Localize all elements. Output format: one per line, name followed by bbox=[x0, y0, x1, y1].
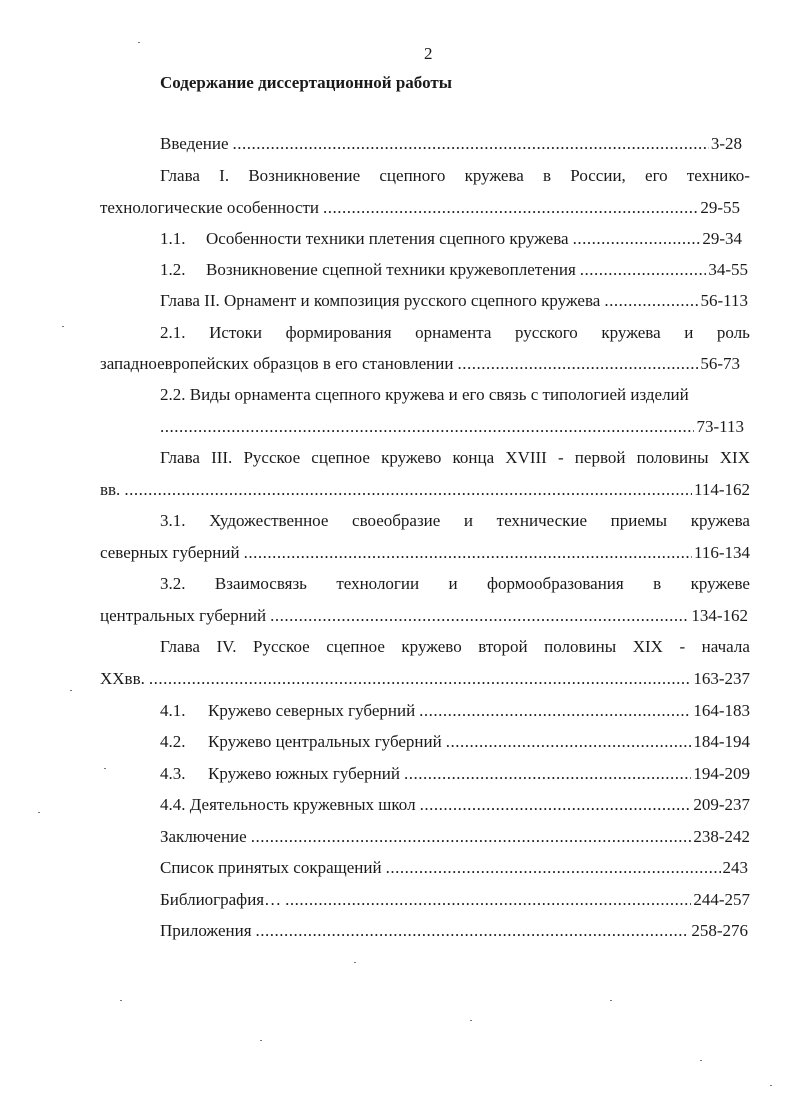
word: XIX bbox=[719, 448, 750, 467]
section-number: 1.1. bbox=[160, 229, 186, 248]
toc-entry-ch1-line1[interactable] bbox=[160, 165, 750, 187]
toc-pages: 56-73 bbox=[700, 354, 740, 373]
leader-dots bbox=[270, 605, 689, 627]
toc-entry-2-2-line2[interactable] bbox=[160, 416, 744, 438]
scan-speck bbox=[104, 768, 106, 769]
word: кружево bbox=[381, 448, 442, 467]
word: приемы bbox=[610, 511, 668, 530]
scan-speck bbox=[700, 1060, 702, 1061]
page-number: 2 bbox=[424, 44, 433, 63]
word: первой bbox=[574, 448, 626, 467]
word: I. bbox=[219, 166, 230, 185]
leader-dots bbox=[233, 133, 709, 155]
word: 2.1. bbox=[160, 323, 186, 342]
toc-label: 4.4. Деятельность кружевных школ bbox=[160, 795, 416, 814]
word: 3.2. bbox=[160, 574, 186, 593]
word: Глава bbox=[160, 448, 200, 467]
toc-entry-4-3[interactable] bbox=[160, 763, 750, 785]
leader-dots bbox=[420, 794, 692, 816]
word: кружеве bbox=[690, 574, 750, 593]
toc-pages: 184-194 bbox=[693, 732, 750, 751]
word: своеобразие bbox=[352, 511, 441, 530]
toc-pages: 73-113 bbox=[696, 417, 744, 436]
toc-entry-2-2-line1[interactable] bbox=[160, 384, 752, 406]
leader-dots bbox=[251, 826, 692, 848]
scan-speck bbox=[38, 812, 40, 813]
toc-label: Кружево южных губерний bbox=[208, 764, 400, 783]
word: второй bbox=[478, 637, 528, 656]
toc-pages: 243 bbox=[722, 858, 748, 877]
word: в bbox=[653, 574, 662, 593]
toc-pages: 163-237 bbox=[693, 669, 750, 688]
toc-pages: 3-28 bbox=[710, 134, 742, 153]
word: Художественное bbox=[209, 511, 329, 530]
toc-pages: 238-242 bbox=[693, 827, 750, 846]
word: и bbox=[448, 574, 458, 593]
toc-pages: 209-237 bbox=[693, 795, 750, 814]
toc-entry-intro[interactable] bbox=[160, 133, 742, 155]
toc-label: северных губерний bbox=[100, 543, 240, 562]
toc-pages: 164-183 bbox=[693, 701, 750, 720]
toc-label: Введение bbox=[160, 134, 229, 153]
toc-entry-3-2-line2[interactable] bbox=[100, 605, 748, 627]
word: технико- bbox=[686, 166, 750, 185]
toc-entry-3-2-line1[interactable] bbox=[160, 573, 750, 595]
toc-entry-4-4[interactable] bbox=[160, 794, 750, 816]
toc-entry-ch3-line2[interactable] bbox=[100, 479, 750, 501]
toc-pages: 29-34 bbox=[702, 229, 742, 248]
toc-entry-2-1-line2[interactable] bbox=[100, 353, 740, 375]
scan-speck bbox=[470, 1020, 472, 1021]
leader-dots bbox=[124, 479, 692, 501]
word: 3.1. bbox=[160, 511, 186, 530]
word: Глава bbox=[160, 166, 200, 185]
word: технологии bbox=[336, 574, 420, 593]
toc-entry-bibliography[interactable] bbox=[160, 889, 750, 911]
toc-entry-ch2[interactable] bbox=[160, 290, 748, 312]
toc-pages: 34-55 bbox=[708, 260, 748, 279]
leader-dots bbox=[256, 920, 690, 942]
toc-pages: 114-162 bbox=[693, 480, 750, 499]
toc-label: Библиография… bbox=[160, 890, 282, 909]
page-title: Содержание диссертационной работы bbox=[160, 73, 452, 92]
toc-entry-1-2[interactable] bbox=[160, 259, 748, 281]
scan-speck bbox=[260, 1040, 262, 1041]
word: орнамента bbox=[415, 323, 492, 342]
scan-speck bbox=[770, 1085, 772, 1086]
word: технические bbox=[496, 511, 588, 530]
word: IV. bbox=[216, 637, 237, 656]
leader-dots bbox=[604, 290, 698, 312]
leader-dots bbox=[573, 228, 701, 250]
toc-label: Кружево центральных губерний bbox=[208, 732, 442, 751]
word: - bbox=[679, 637, 686, 656]
word: начала bbox=[701, 637, 750, 656]
toc-pages: 29-55 bbox=[700, 198, 740, 217]
scan-speck bbox=[610, 1000, 612, 1001]
word: и bbox=[684, 323, 694, 342]
word: Глава bbox=[160, 637, 200, 656]
word: III. bbox=[211, 448, 233, 467]
word: русского bbox=[514, 323, 578, 342]
word: половины bbox=[636, 448, 709, 467]
scan-speck bbox=[354, 962, 356, 963]
leader-dots bbox=[285, 889, 691, 911]
leader-dots bbox=[386, 857, 721, 879]
word: Истоки bbox=[209, 323, 262, 342]
toc-label: центральных губерний bbox=[100, 606, 267, 625]
word: России, bbox=[570, 166, 626, 185]
toc-entry-4-1[interactable] bbox=[160, 700, 750, 722]
leader-dots bbox=[244, 542, 692, 564]
toc-entry-ch4-line2[interactable] bbox=[100, 668, 750, 690]
toc-label: Приложения bbox=[160, 921, 252, 940]
toc-entry-appendix[interactable] bbox=[160, 920, 748, 942]
toc-entry-3-1-line1[interactable] bbox=[160, 510, 750, 532]
word: половины bbox=[544, 637, 617, 656]
section-number: 4.3. bbox=[160, 764, 186, 783]
toc-pages: 56-113 bbox=[700, 291, 748, 310]
word: Русское bbox=[253, 637, 310, 656]
section-number: 1.2. bbox=[160, 260, 186, 279]
word: - bbox=[557, 448, 564, 467]
toc-label: 2.2. Виды орнамента сцепного кружева и его связь с типологией изделий bbox=[160, 385, 689, 404]
leader-dots bbox=[323, 197, 698, 219]
scan-speck bbox=[70, 690, 72, 691]
word: сцепного bbox=[379, 166, 446, 185]
word: сцепное bbox=[326, 637, 385, 656]
toc-pages: 244-257 bbox=[693, 890, 750, 909]
leader-dots bbox=[149, 668, 691, 690]
toc-entry-conclusion[interactable] bbox=[160, 826, 750, 848]
toc-label: Особенности техники плетения сцепного кружева bbox=[206, 229, 569, 248]
leader-dots bbox=[446, 731, 692, 753]
toc-pages: 258-276 bbox=[691, 921, 748, 940]
toc-label: Кружево северных губерний bbox=[208, 701, 416, 720]
toc-entry-3-1-line2[interactable] bbox=[100, 542, 750, 564]
word: Русское bbox=[243, 448, 301, 467]
toc-pages: 116-134 bbox=[693, 543, 750, 562]
toc-label: западноевропейских образцов в его становлении bbox=[100, 354, 454, 373]
word: сцепное bbox=[311, 448, 370, 467]
scan-speck bbox=[138, 42, 140, 43]
leader-dots bbox=[404, 763, 691, 785]
toc-label: вв. bbox=[100, 480, 121, 499]
word: кружево bbox=[401, 637, 462, 656]
word: Взаимосвязь bbox=[214, 574, 307, 593]
word: Возникновение bbox=[248, 166, 361, 185]
toc-label: Возникновение сцепной техники кружевоплетения bbox=[206, 260, 576, 279]
toc-label: Глава II. Орнамент и композиция русского сцепного кружева bbox=[160, 291, 601, 310]
word: и bbox=[463, 511, 474, 530]
toc-entry-2-1-line1[interactable] bbox=[160, 322, 750, 344]
toc-pages: 194-209 bbox=[693, 764, 750, 783]
scan-speck bbox=[120, 1000, 122, 1001]
word: формообразования bbox=[487, 574, 624, 593]
toc-entry-abbreviations[interactable] bbox=[160, 857, 748, 879]
toc-entry-1-1[interactable] bbox=[160, 228, 742, 250]
toc-label: технологические особенности bbox=[100, 198, 320, 217]
section-number: 4.1. bbox=[160, 701, 186, 720]
word: его bbox=[645, 166, 668, 185]
toc-label: XXвв. bbox=[100, 669, 145, 688]
leader-dots bbox=[580, 259, 707, 281]
word: роль bbox=[716, 323, 750, 342]
word: формирования bbox=[285, 323, 392, 342]
scan-speck bbox=[62, 326, 64, 327]
toc-entry-ch1-line2[interactable] bbox=[100, 197, 740, 219]
word: XVIII bbox=[505, 448, 547, 467]
toc-entry-ch4-line1[interactable] bbox=[160, 636, 750, 658]
toc-label: Список принятых сокращений bbox=[160, 858, 382, 877]
word: кружева bbox=[464, 166, 524, 185]
toc-pages: 134-162 bbox=[691, 606, 748, 625]
section-number: 4.2. bbox=[160, 732, 186, 751]
word: кружева bbox=[601, 323, 661, 342]
leader-dots bbox=[160, 416, 694, 438]
toc-label: Заключение bbox=[160, 827, 247, 846]
word: XIX bbox=[632, 637, 663, 656]
word: конца bbox=[452, 448, 495, 467]
word: кружева bbox=[690, 511, 750, 530]
toc-entry-ch3-line1[interactable] bbox=[160, 447, 750, 469]
toc-entry-4-2[interactable] bbox=[160, 731, 750, 753]
leader-dots bbox=[419, 700, 691, 722]
leader-dots bbox=[457, 353, 698, 375]
word: в bbox=[543, 166, 552, 185]
